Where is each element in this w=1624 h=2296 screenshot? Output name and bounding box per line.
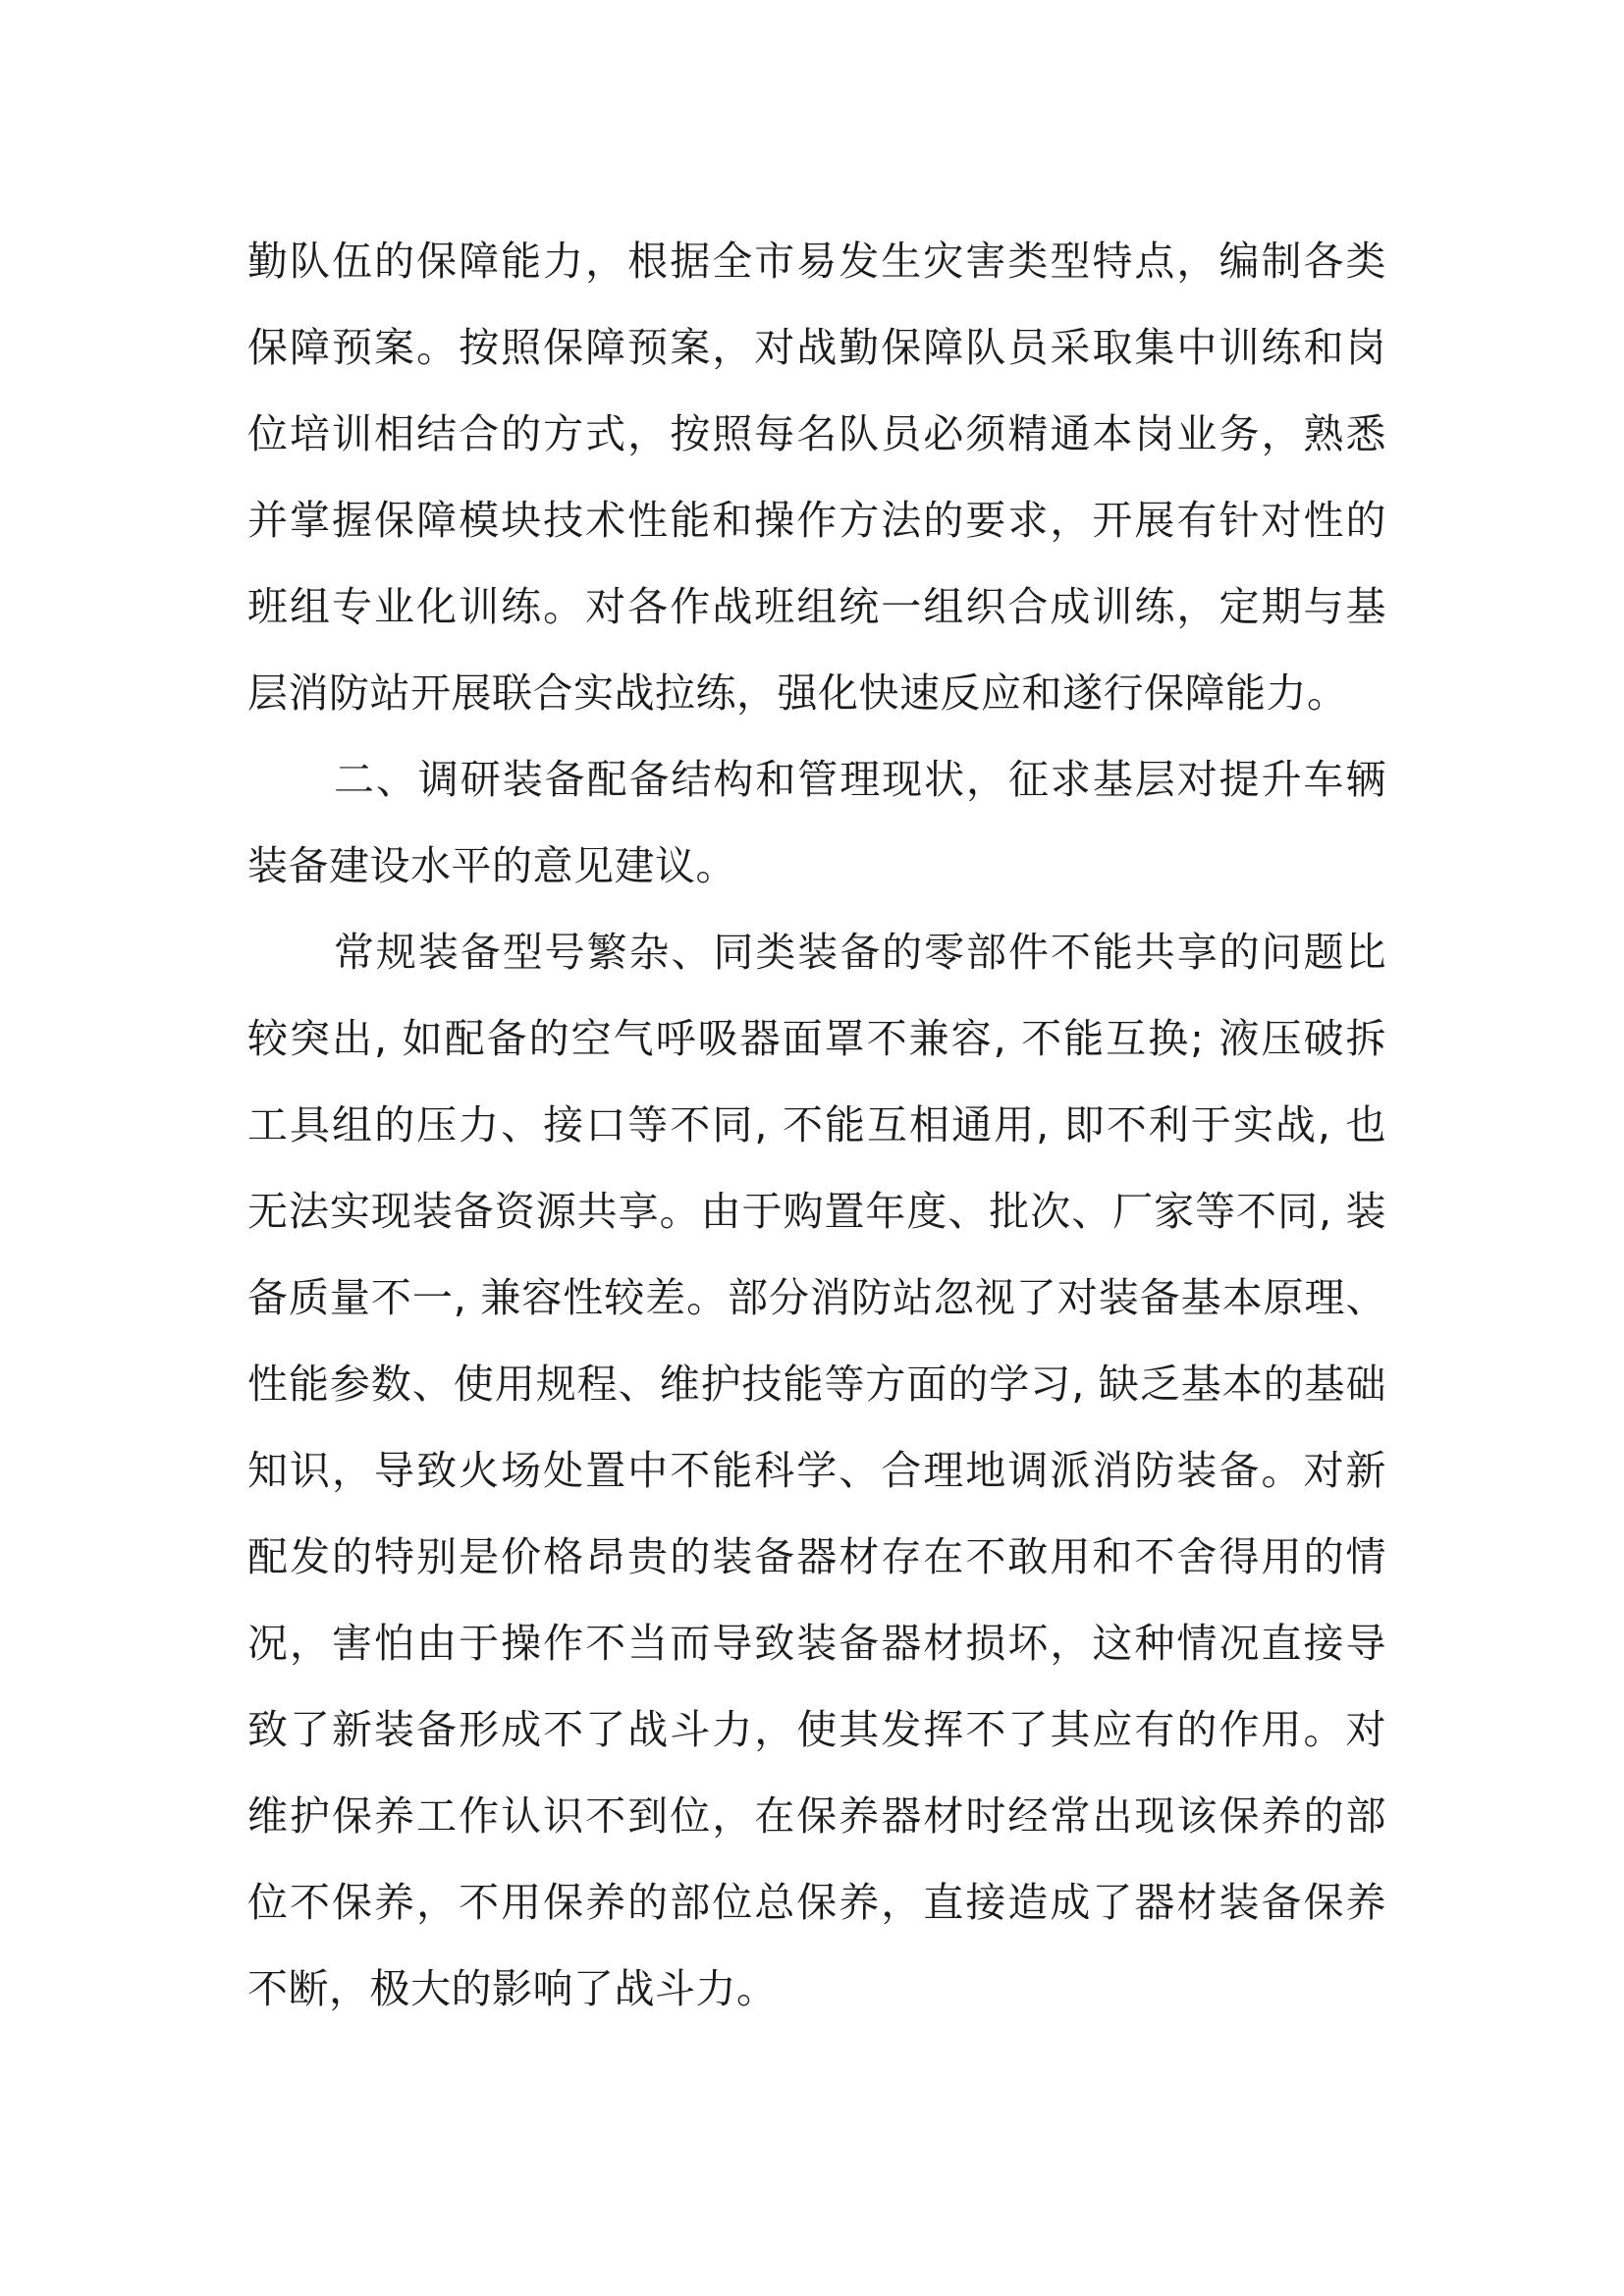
paragraph-2-section-heading: 二、调研装备配备结构和管理现状，征求基层对提升车辆装备建设水平的意见建议。 <box>247 756 1386 889</box>
paragraph-3: 常规装备型号繁杂、同类装备的零部件不能共享的问题比较突出, 如配备的空气呼吸器面罩不兼容, 不能互换; 液压破拆工具组的压力、接口等不同, 不能互相通用, 即不利于实战, 也无法实现装备资源共享。由于购置年度、批次、厂家等不同, 装备质量不一, 兼容性较差。部分消防站忽视了对装备基本原理、性能参数、使用规程、维护技能等方面的学习, 缺乏基本的基础知识，导致火场处置中不能科学、合理地调派消防装备。对新配发的特别是价格昂贵的装备器材存在不敢用和不舍得用的情况，害怕由于操作不当而导致装备器材损坏，这种情况直接导致了新装备形成不了战斗力，使其发挥不了其应有的作用。对维护保养工作认识不到位，在保养器材时经常出现该保养的部位不保养，不用保养的部位总保养，直接造成了器材装备保养不断，极大的影响了战斗力。 <box>247 929 1387 2012</box>
document-body <box>247 218 1386 2032</box>
paragraph-1: 勤队伍的保障能力，根据全市易发生灾害类型特点，编制各类保障预案。按照保障预案，对战勤保障队员采取集中训练和岗位培训相结合的方式，按照每名队员必须精通本岗业务，熟悉并掌握保障模块技术性能和操作方法的要求，开展有针对性的班组专业化训练。对各作战班组统一组织合成训练，定期与基层消防站开展联合实战拉练，强化快速反应和遂行保障能力。 <box>247 238 1386 717</box>
